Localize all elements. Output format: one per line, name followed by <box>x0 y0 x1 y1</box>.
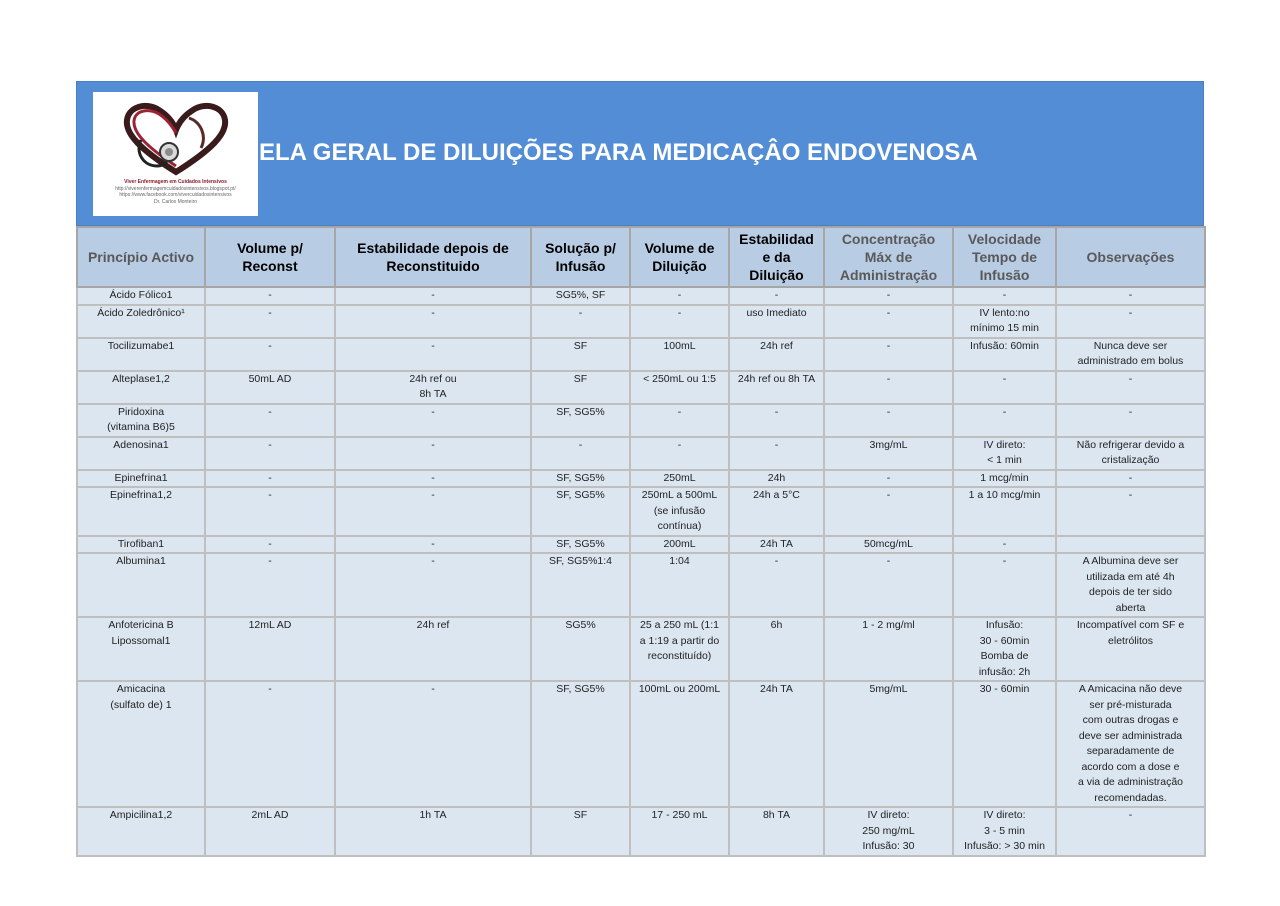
table-cell: - <box>630 404 729 437</box>
table-row <box>77 807 1205 856</box>
table-cell: - <box>205 553 335 617</box>
table-row <box>77 371 1205 404</box>
table-cell: 6h <box>729 617 824 681</box>
table-cell: - <box>729 437 824 470</box>
table-cell: 1 a 10 mcg/min <box>953 487 1056 536</box>
table-cell: Nunca deve ser administrado em bolus <box>1056 338 1205 371</box>
table-cell: A Amicacina não deve ser pré-misturada com outras drogas e deve ser administrada separadamente de acordo com a dose e a via de administração recomendadas. <box>1056 681 1205 807</box>
table-row <box>77 681 1205 807</box>
table-row <box>77 437 1205 470</box>
table-cell: 1 mcg/min <box>953 470 1056 488</box>
table-cell: - <box>531 305 630 338</box>
column-header: Velocidade Tempo de Infusão <box>953 227 1056 287</box>
table-cell: 1 - 2 mg/ml <box>824 617 953 681</box>
table-header-row <box>77 227 1205 287</box>
table-cell: - <box>630 305 729 338</box>
drug-name-cell: Ácido Fólico1 <box>77 287 205 305</box>
table-cell: - <box>335 305 531 338</box>
table-row <box>77 338 1205 371</box>
table-cell: - <box>824 553 953 617</box>
table-row <box>77 553 1205 617</box>
table-cell: - <box>205 536 335 554</box>
table-cell: - <box>335 437 531 470</box>
table-cell: - <box>824 287 953 305</box>
table-row <box>77 305 1205 338</box>
table-cell: 100mL ou 200mL <box>630 681 729 807</box>
table-cell: - <box>335 536 531 554</box>
table-cell: - <box>953 287 1056 305</box>
table-cell: SF <box>531 338 630 371</box>
table-cell: 50mcg/mL <box>824 536 953 554</box>
table-row <box>77 287 1205 305</box>
column-header: Estabilidade depois de Reconstituido <box>335 227 531 287</box>
column-header: Concentração Máx de Administração <box>824 227 953 287</box>
table-cell: - <box>824 338 953 371</box>
table-cell <box>1056 536 1205 554</box>
table-cell: - <box>953 404 1056 437</box>
drug-name-cell: Amicacina (sulfato de) 1 <box>77 681 205 807</box>
logo-facebook-link[interactable]: https://www.facebook.com/vivercuidadosintensivos <box>119 192 232 198</box>
table-cell: - <box>335 470 531 488</box>
table-cell: 24h ref ou 8h TA <box>729 371 824 404</box>
table-cell: SF, SG5% <box>531 536 630 554</box>
table-cell: - <box>1056 470 1205 488</box>
table-cell: 30 - 60min <box>953 681 1056 807</box>
column-header: Solução p/ Infusão <box>531 227 630 287</box>
column-header: Volume de Diluição <box>630 227 729 287</box>
table-cell: A Albumina deve ser utilizada em até 4h depois de ter sido aberta <box>1056 553 1205 617</box>
table-cell: IV direto: 250 mg/mL Infusão: 30 <box>824 807 953 856</box>
table-cell: IV direto: < 1 min <box>953 437 1056 470</box>
table-cell: - <box>1056 487 1205 536</box>
drug-name-cell: Alteplase1,2 <box>77 371 205 404</box>
table-cell: 24h <box>729 470 824 488</box>
table-cell: 25 a 250 mL (1:1 a 1:19 a partir do reconstituído) <box>630 617 729 681</box>
drug-name-cell: Anfotericina B Lipossomal1 <box>77 617 205 681</box>
table-cell: - <box>205 287 335 305</box>
table-cell: SF, SG5% <box>531 470 630 488</box>
drug-name-cell: Albumina1 <box>77 553 205 617</box>
table-cell: IV direto: 3 - 5 min Infusão: > 30 min <box>953 807 1056 856</box>
table-cell: 200mL <box>630 536 729 554</box>
table-cell: 24h ref <box>729 338 824 371</box>
table-cell: 8h TA <box>729 807 824 856</box>
table-cell: SF, SG5% <box>531 487 630 536</box>
table-cell: 2mL AD <box>205 807 335 856</box>
table-cell: SF <box>531 371 630 404</box>
table-cell: - <box>630 437 729 470</box>
table-cell: - <box>205 470 335 488</box>
column-header: Princípio Activo <box>77 227 205 287</box>
table-cell: - <box>205 338 335 371</box>
drug-name-cell: Ácido Zoledrônico¹ <box>77 305 205 338</box>
table-cell: 1:04 <box>630 553 729 617</box>
table-cell: SG5% <box>531 617 630 681</box>
table-cell: - <box>1056 287 1205 305</box>
table-cell: - <box>205 681 335 807</box>
table-cell: 12mL AD <box>205 617 335 681</box>
table-cell: - <box>1056 371 1205 404</box>
logo-blog-link[interactable]: http://viverenfermagemcuidadosintensivos.blogspot.pt/ <box>115 186 236 192</box>
table-row <box>77 404 1205 437</box>
table-cell: Infusão: 30 - 60min Bomba de infusão: 2h <box>953 617 1056 681</box>
table-cell: 250mL a 500mL (se infusão contínua) <box>630 487 729 536</box>
table-cell: Infusão: 60min <box>953 338 1056 371</box>
table-cell: 17 - 250 mL <box>630 807 729 856</box>
column-header: Volume p/ Reconst <box>205 227 335 287</box>
table-cell: - <box>824 371 953 404</box>
table-cell: 24h ref ou 8h TA <box>335 371 531 404</box>
table-cell: 100mL <box>630 338 729 371</box>
table-cell: - <box>531 437 630 470</box>
drug-name-cell: Epinefrina1,2 <box>77 487 205 536</box>
table-cell: 1h TA <box>335 807 531 856</box>
table-cell: 5mg/mL <box>824 681 953 807</box>
table-cell: - <box>729 404 824 437</box>
table-cell: - <box>953 371 1056 404</box>
table-cell: - <box>1056 404 1205 437</box>
table-cell: - <box>953 536 1056 554</box>
drug-name-cell: Piridoxina (vitamina B6)5 <box>77 404 205 437</box>
table-cell: - <box>335 287 531 305</box>
table-cell: - <box>953 553 1056 617</box>
drug-name-cell: Adenosina1 <box>77 437 205 470</box>
table-cell: - <box>335 553 531 617</box>
table-cell: - <box>824 470 953 488</box>
table-cell: SF, SG5% <box>531 404 630 437</box>
table-row <box>77 487 1205 536</box>
table-cell: - <box>1056 305 1205 338</box>
table-cell: 24h TA <box>729 681 824 807</box>
table-row <box>77 536 1205 554</box>
table-cell: 50mL AD <box>205 371 335 404</box>
table-cell: - <box>729 553 824 617</box>
table-cell: SF, SG5%1:4 <box>531 553 630 617</box>
table-cell: Não refrigerar devido a cristalização <box>1056 437 1205 470</box>
table-cell: - <box>824 305 953 338</box>
dilution-table-sheet <box>76 81 1204 857</box>
drug-name-cell: Epinefrina1 <box>77 470 205 488</box>
stethoscope-heart-icon <box>121 100 231 178</box>
table-cell: IV lento:no mínimo 15 min <box>953 305 1056 338</box>
table-cell: 24h TA <box>729 536 824 554</box>
table-cell: 3mg/mL <box>824 437 953 470</box>
column-header: Observações <box>1056 227 1205 287</box>
table-cell: < 250mL ou 1:5 <box>630 371 729 404</box>
table-cell: Incompatível com SF e eletrólitos <box>1056 617 1205 681</box>
drug-name-cell: Ampicilina1,2 <box>77 807 205 856</box>
table-cell: - <box>630 287 729 305</box>
table-row <box>77 617 1205 681</box>
table-cell: - <box>729 287 824 305</box>
table-cell: - <box>205 437 335 470</box>
logo-author: Dr. Carlos Monteiro <box>153 199 198 205</box>
table-body <box>77 287 1205 856</box>
logo-caption: Viver Enfermagem em Cuidados Intensivos <box>124 179 227 185</box>
table-cell: - <box>1056 807 1205 856</box>
table-cell: SF, SG5% <box>531 681 630 807</box>
table-row <box>77 470 1205 488</box>
page-title: ELA GERAL DE DILUIÇÕES PARA MEDICAÇÂO ENDOVENOSA <box>259 139 978 166</box>
table-cell: - <box>335 338 531 371</box>
table-cell: 24h a 5°C <box>729 487 824 536</box>
table-cell: SF <box>531 807 630 856</box>
table-cell: 250mL <box>630 470 729 488</box>
drug-name-cell: Tocilizumabe1 <box>77 338 205 371</box>
dilution-table <box>76 226 1206 857</box>
table-cell: - <box>335 681 531 807</box>
table-cell: - <box>824 404 953 437</box>
drug-name-cell: Tirofiban1 <box>77 536 205 554</box>
table-cell: SG5%, SF <box>531 287 630 305</box>
table-cell: - <box>335 487 531 536</box>
table-cell: - <box>205 487 335 536</box>
table-cell: - <box>205 404 335 437</box>
table-cell: uso Imediato <box>729 305 824 338</box>
column-header: Estabilidad e da Diluição <box>729 227 824 287</box>
table-cell: 24h ref <box>335 617 531 681</box>
table-cell: - <box>335 404 531 437</box>
table-cell: - <box>205 305 335 338</box>
table-cell: - <box>824 487 953 536</box>
logo <box>93 92 258 216</box>
title-banner <box>76 81 1204 226</box>
